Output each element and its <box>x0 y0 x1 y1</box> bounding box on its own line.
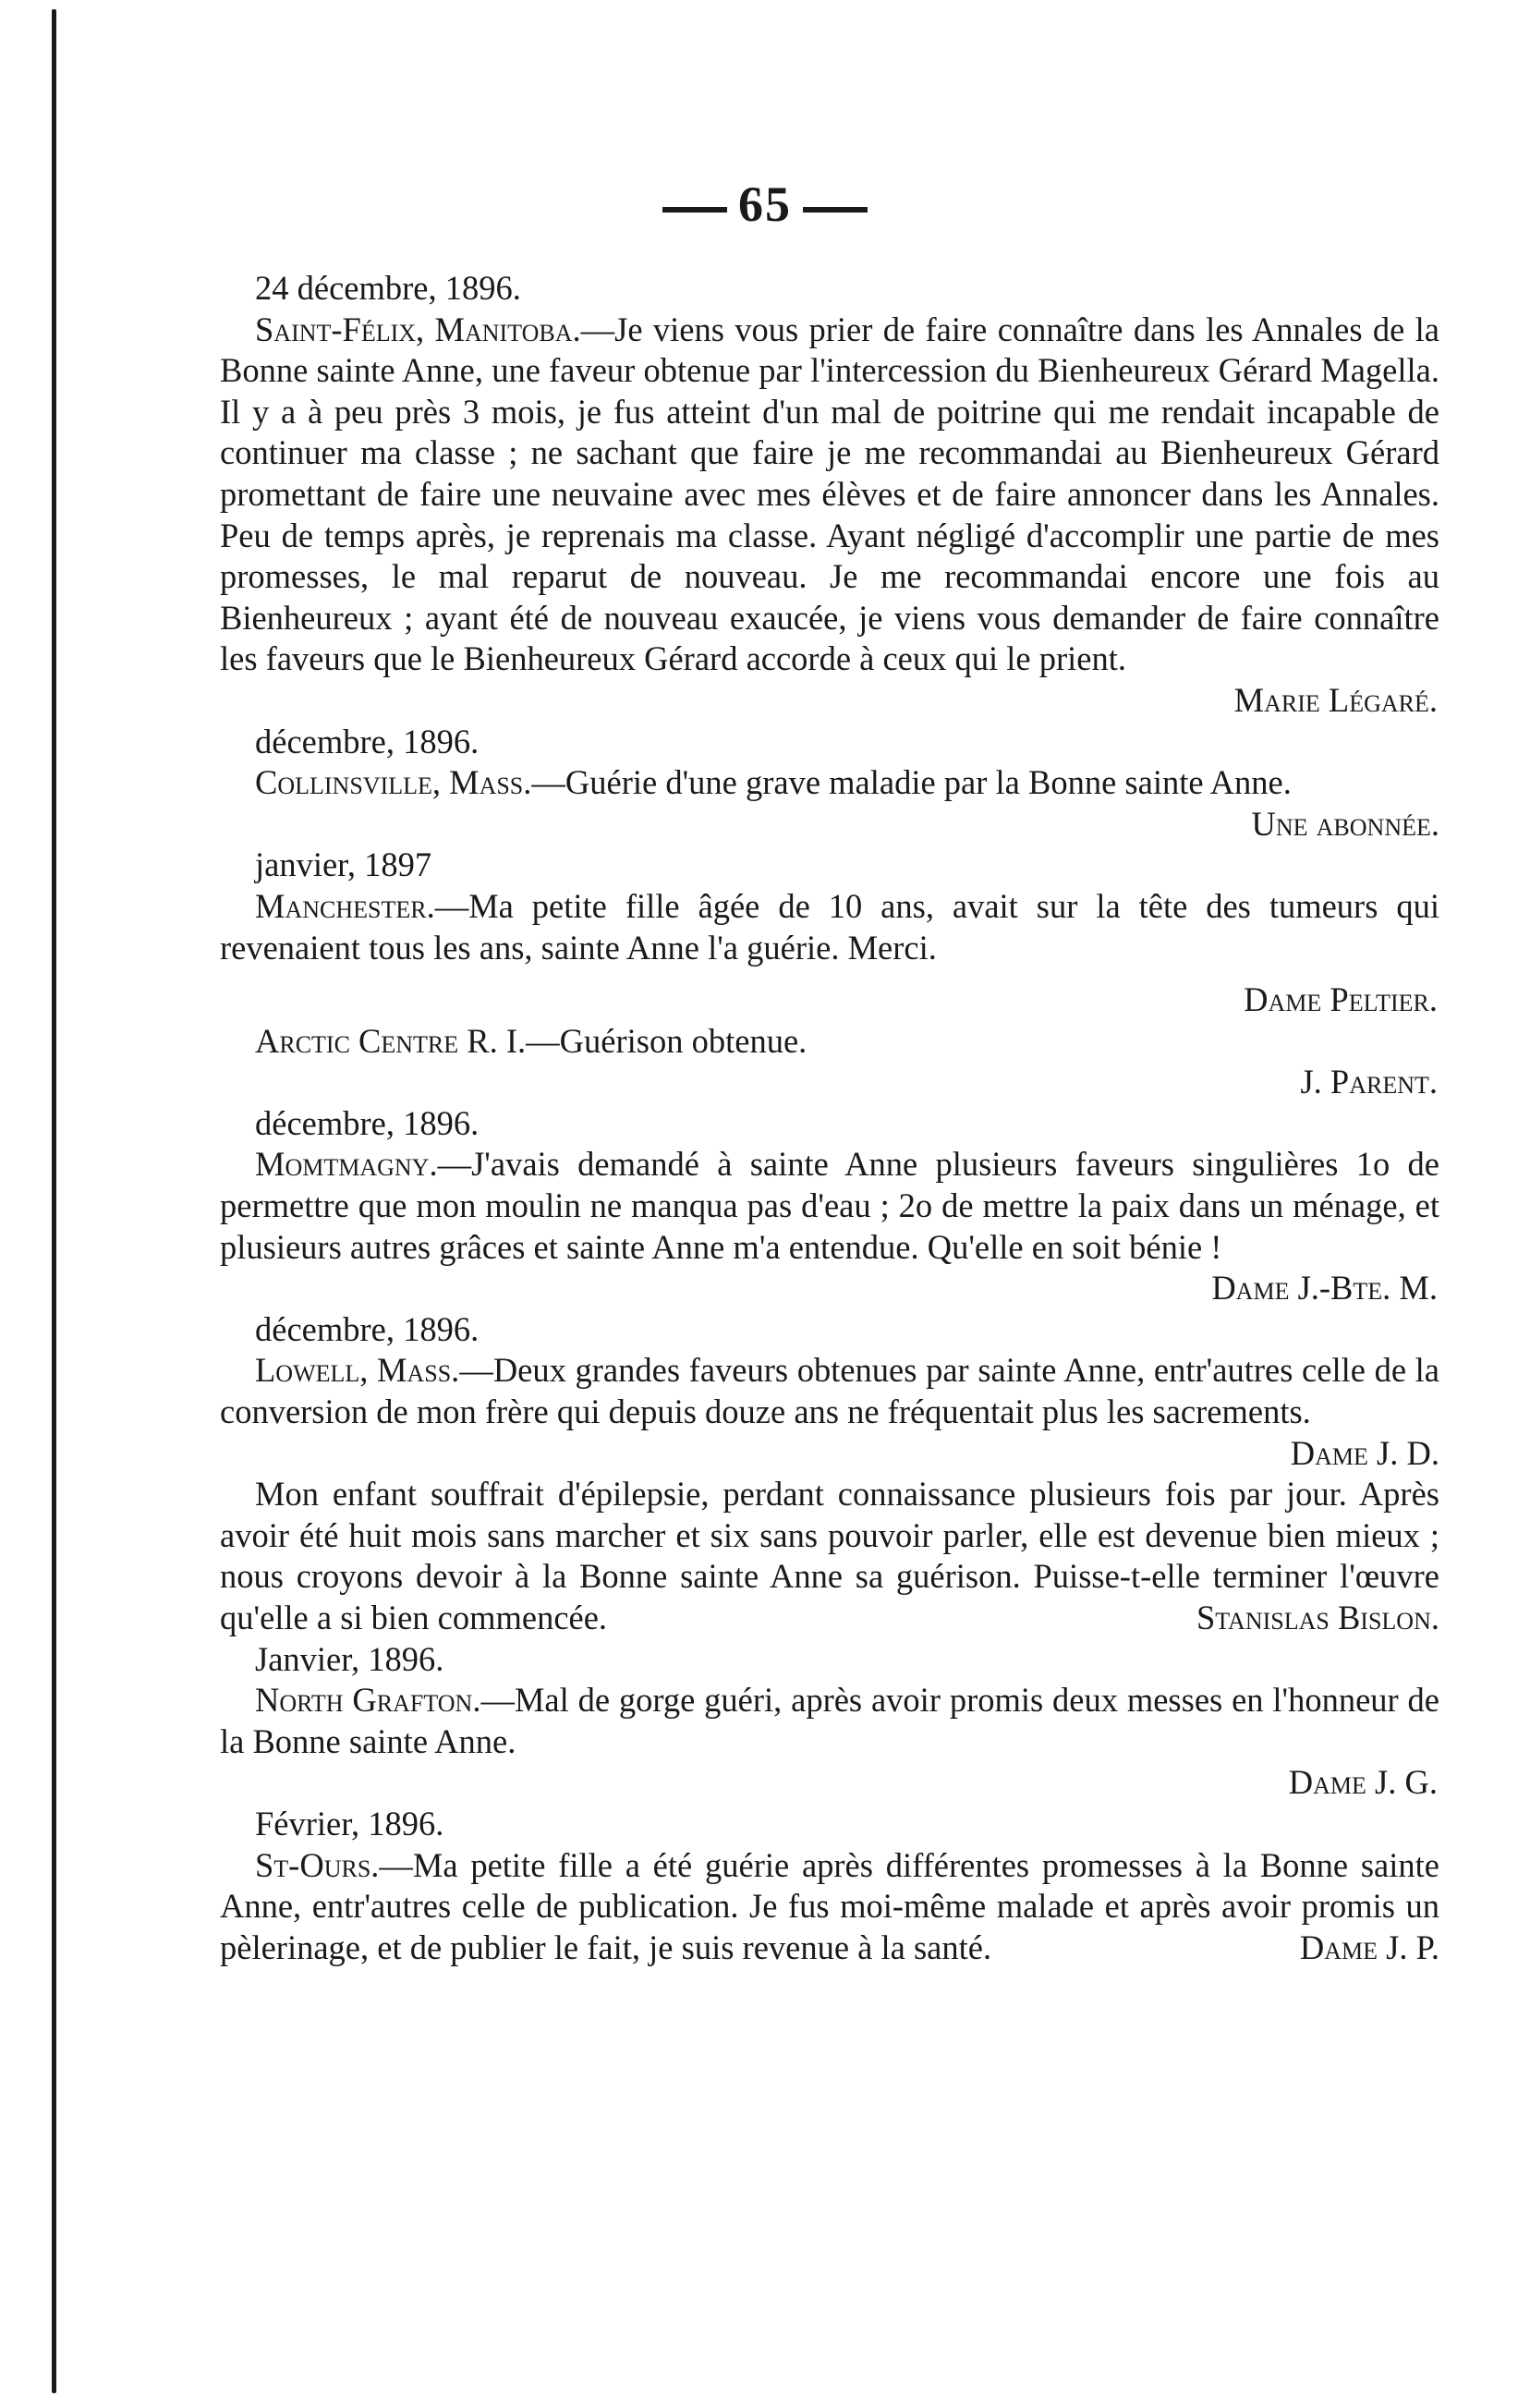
entry-signature: Dame J.-Bte. M. <box>1211 1269 1438 1307</box>
page-number-text: 65 <box>738 176 792 232</box>
entry-signature: J. Parent. <box>1300 1063 1438 1101</box>
entry-signature: Dame Peltier. <box>1244 980 1438 1019</box>
entry <box>220 268 1439 722</box>
entry <box>220 1639 1439 1804</box>
page-content <box>220 268 1439 1968</box>
entry-body <box>220 1845 1439 1969</box>
entry-date: janvier, 1897 <box>255 845 432 884</box>
entry-body <box>220 886 1439 968</box>
entry <box>220 845 1439 1020</box>
entry <box>220 1103 1439 1309</box>
entry-body <box>220 1021 1439 1063</box>
entry-date: 24 décembre, 1896. <box>255 269 521 307</box>
entry-body <box>220 1144 1439 1268</box>
entry-body <box>220 1474 1439 1638</box>
entry-signature: Une abonnée. <box>1251 804 1439 843</box>
entry-date: Février, 1896. <box>255 1804 444 1842</box>
entry-place: Collinsville, Mass. <box>255 763 532 802</box>
entry-place: St-Ours. <box>255 1845 380 1884</box>
entry <box>220 1804 1439 1968</box>
entry-body <box>220 762 1439 843</box>
entry-text: —Je viens vous prier de faire connaître dans les Annales de la Bonne sainte Anne, une faveur obtenue par l'intercession du Bienheureux Gérard Magella. Il y a à peu près 3 mois, je fus atteint d'un mal de poitrine qui me rendait incapable de continuer ma classe ; ne sachant que faire je me recommandai au Bienheureux Gérard promettant de faire une neuvaine avec mes élèves et de faire annoncer dans les Annales. Peu de temps après, je reprenais ma classe. Ayant négligé d'accomplir une partie de mes promesses, le mal reparut de nouveau. Je me recommandai encore une fois au Bienheureux ; ayant été de nouveau exaucée, je viens vous demander de faire connaître les faveurs que le Bienheureux Gérard accorde à ceux qui le prient. <box>220 310 1439 678</box>
entry-body <box>220 310 1439 680</box>
entry-signature: Dame J. G. <box>1288 1763 1438 1802</box>
entry-text: —J'avais demandé à sainte Anne plusieurs faveurs singulières 1o de permettre que mon moulin ne manqua pas d'eau ; 2o de mettre la paix dans un ménage, et plusieurs autres grâces et sainte Anne m'a entendue. Qu'elle en soit bénie ! <box>220 1145 1439 1266</box>
entry-place: Arctic Centre R. I. <box>255 1021 527 1060</box>
entry-text: —Guérie d'une grave maladie par la Bonne sainte Anne. <box>531 763 1292 802</box>
entry <box>220 1309 1439 1474</box>
entry-signature: Marie Légaré. <box>1233 680 1438 719</box>
entry-date: décembre, 1896. <box>255 1103 480 1142</box>
entry-text: —Ma petite fille âgée de 10 ans, avait sur la tête des tumeurs qui revenaient tous les ans, sainte Anne l'a guérie. Merci. <box>220 886 1439 967</box>
entry-signature: Dame J. D. <box>1290 1433 1439 1472</box>
entry-text: —Deux grandes faveurs obtenues par sainte Anne, entr'autres celle de la conversion de mon frère qui depuis douze ans ne fréquentait plus les sacrements. <box>220 1351 1439 1431</box>
entry <box>220 722 1439 845</box>
entry-text: —Mal de gorge guéri, après avoir promis deux messes en l'honneur de la Bonne sainte Anne. <box>220 1681 1439 1760</box>
entry-body <box>220 1680 1439 1762</box>
margin-rule <box>52 9 56 2393</box>
entry-body <box>220 1350 1439 1472</box>
entry-text: —Guérison obtenue. <box>526 1021 808 1060</box>
entry-signature: Stanislas Bislon. <box>1196 1599 1439 1636</box>
entry-date: décembre, 1896. <box>255 722 480 760</box>
entry-text: —Ma petite fille a été guérie après différentes promesses à la Bonne sainte Anne, entr'autres celle de publication. Je fus moi-même malade et après avoir promis un pèlerinage, et de publier le fait, je suis revenue à la santé. <box>220 1845 1439 1966</box>
entry-date: Janvier, 1896. <box>255 1639 444 1678</box>
page-number <box>0 176 1530 233</box>
entry <box>220 1021 1439 1103</box>
entry-place: Momtmagny. <box>255 1145 438 1184</box>
entry-place: North Grafton. <box>255 1681 481 1720</box>
entry-place: Saint-Félix, Manitoba. <box>255 310 581 348</box>
entry-text: Mon enfant souffrait d'épilepsie, perdant connaissance plusieurs fois par jour. Après avoir été huit mois sans marcher et six sans pouvoir parler, elle est devenue bien mieux ; nous croyons devoir à la Bonne sainte Anne sa guérison. Puisse-t-elle terminer l'œuvre qu'elle a si bien commencée. <box>220 1475 1439 1636</box>
entry-date: décembre, 1896. <box>255 1309 480 1348</box>
entry-signature: Dame J. P. <box>1299 1928 1439 1966</box>
entry-place: Lowell, Mass. <box>255 1351 460 1390</box>
entry <box>220 1474 1439 1638</box>
entry-place: Manchester. <box>255 886 435 925</box>
